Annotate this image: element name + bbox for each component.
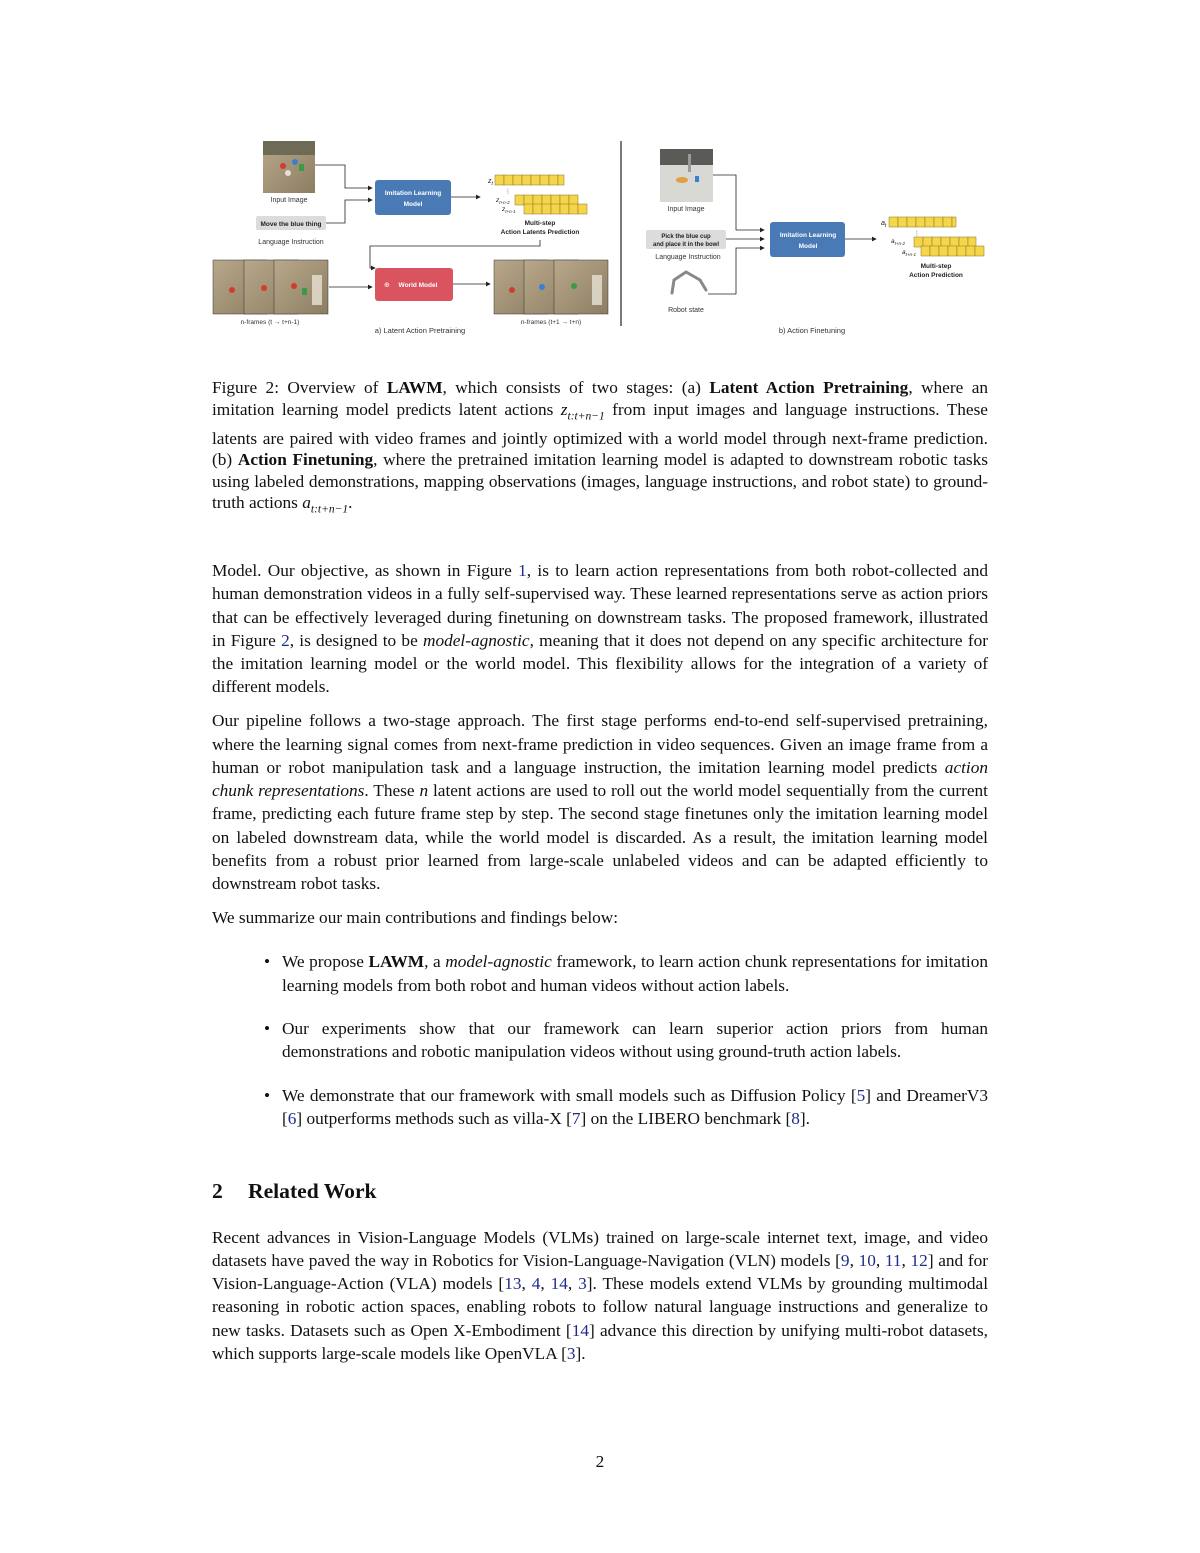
figure-2-diagram [212,140,988,338]
section-heading: 2 Related Work [212,1179,377,1204]
right-il-model-box [770,222,845,257]
figure-caption: Figure 2: Overview of LAWM, which consists of two stages: (a) Latent Action Pretraining, where an imitation learning model predicts latent actions $z_{t:t+n-1}$ from input images and language instructions. These latents are paired with video frames and jointly optimized with a world model through next-frame prediction. (b) Action Finetuning, where the pretrained imitation learning model is adapted to downstream robotic tasks using labeled demonstrations, mapping observations (images, language instructions, and robot state) to ground-truth actions $a_{t:t+n-1}$. [212,378,989,516]
list-item: • We demonstrate that our framework with small models such as Diffusion Policy [5] and DreamerV3 [6] outperforms methods such as villa-X [7] on the LIBERO benchmark [8]. [264,1085,988,1128]
right-stage-label: b) Action Finetuning [778,326,846,335]
paragraph-2: Our pipeline follows a two-stage approach. The first stage performs end-to-end self-supervised pretraining, where the learning signal comes from next-frame prediction in video sequences. Given an image frame from a human or robot manipulation task and a language instruction, the imitation learning model predicts action chunk representations. These n latent actions are used to roll out the world model sequentially from the current frame, predicting each future frame step by step. The second stage finetunes only the imitation learning model on labeled downstream data, while the world model is discarded. As a result, the imitation learning model benefits from a robust prior learned from large-scale unlabeled videos and can be adapted efficiently to downstream robot tasks. [212,711,988,894]
left-il-model-label-1: Imitation Learning [384,190,442,197]
world-model-label: World Model [398,282,438,289]
right-instruction-label: Language Instruction [655,254,721,261]
svg-text:⋮: ⋮ [505,189,511,195]
right-pred-label-2: Action Prediction [909,272,963,279]
left-pred-label-2: Action Latents Prediction [500,229,580,236]
right-robot-state-label: Robot state [668,307,704,314]
list-item: • Our experiments show that our framework can learn superior action priors from human demonstrations and robotic manipulation videos without using ground-truth action labels. [264,1019,988,1062]
citation-link[interactable]: 13 [504,1274,522,1294]
left-instruction-label: Language Instruction [258,239,324,246]
left-pred-label-1: Multi-step [524,220,556,227]
figure-2 [212,140,988,338]
right-input-image-label: Input Image [667,206,705,213]
paragraph-4: Recent advances in Vision-Language Models (VLMs) trained on large-scale internet text, image, and video datasets have paved the way in Robotics for Vision-Language-Navigation (VLN) models [9, 10, 11, 12] and for Vision-Language-Action (VLA) models [13, 4, 14, 3]. These models extend VLMs by grounding multimodal reasoning in robotic action spaces, enabling robots to follow natural language instructions and generalize to new tasks. Datasets such as Open X-Embodiment [14] advance this direction by unifying multi-robot datasets, which supports large-scale models like OpenVLA [3]. [212,1227,989,1364]
right-input-image [660,149,713,202]
citation-link[interactable]: 14 [550,1274,568,1294]
citation-link[interactable]: 7 [571,1108,581,1128]
right-il-model-label-1: Imitation Learning [779,232,837,239]
citation-link[interactable]: 9 [840,1250,850,1270]
svg-text:at+n-2: $a_{t+n-2}$ [891,238,906,246]
citation-link[interactable]: 3 [566,1344,576,1364]
svg-text:zt+n-1: $z_{t+n-1}$ [502,206,516,214]
right-il-model-label-2: Model [798,243,818,250]
left-latent-tokens [487,175,587,214]
left-frames-out-label: n-frames (t+1 → t+n) [520,319,582,326]
contribution-list [212,950,988,1130]
left-input-image-label: Input Image [270,197,308,204]
left-stage-label: a) Latent Action Pretraining [374,326,466,335]
citation-link[interactable]: 4 [531,1274,541,1294]
svg-text:zt: $z_t$ [488,178,493,187]
citation-link[interactable]: 3 [578,1274,587,1294]
svg-text:at: $a_t$ [881,220,887,229]
svg-text:⋮: ⋮ [914,231,920,237]
right-instruction-text-2: and place it in the bowl [652,242,720,248]
robot-arm-icon [672,272,706,293]
right-pred-label-1: Multi-step [920,263,952,270]
left-output-frames [494,260,608,314]
left-input-image [263,141,315,193]
left-frames-in-label: n-frames (t → t+n-1) [240,319,300,326]
right-instruction-text-1: Pick the blue cup [661,234,711,240]
left-instruction-text: Move the blue thing [260,221,322,228]
right-action-tokens [881,217,984,257]
body-text [212,559,988,1376]
globe-icon: ⊕ [384,282,390,289]
figure-ref-2[interactable]: 2 [281,630,290,650]
citation-link[interactable]: 10 [858,1250,876,1270]
citation-link[interactable]: 14 [571,1320,589,1340]
svg-text:zt+n-2: $z_{t+n-2}$ [496,197,510,205]
citation-link[interactable]: 12 [910,1250,928,1270]
figure-ref-1[interactable]: 1 [518,561,527,580]
citation-link[interactable]: 8 [791,1108,800,1128]
list-item: • We propose LAWM, a model-agnostic framework, to learn action chunk representations for imitation learning models from both robot and human videos without action labels. [264,952,988,995]
paragraph-1: Model. Our objective, as shown in Figure 1, is to learn action representations from both robot-collected and human demonstration videos in a fully self-supervised way. These learned representations serve as action priors that can be effectively leveraged during finetuning on downstream tasks. The proposed framework, illustrated in Figure 2, is designed to be model-agnostic, meaning that it does not depend on any specific architecture for the imitation learning model or the world model. This flexibility allows for the integration of a variety of different models. [212,561,989,697]
citation-link[interactable]: 11 [884,1250,902,1270]
paragraph-3: We summarize our main contributions and findings below: [212,908,619,928]
svg-text:at+n-1: $a_{t+n-1}$ [902,249,917,257]
left-input-frames [213,260,328,314]
citation-link[interactable]: 6 [287,1108,297,1128]
left-il-model-label-2: Model [403,201,423,208]
page-number: 2 [595,1452,605,1471]
citation-link[interactable]: 5 [856,1085,866,1105]
left-il-model-box [375,180,451,215]
